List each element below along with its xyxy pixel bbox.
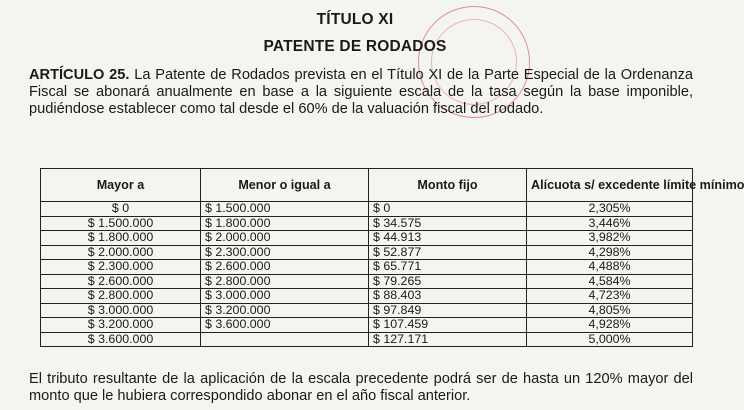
cell-mayor: $ 2.800.000 [41,289,201,304]
cell-alicuota: 4,298% [527,245,693,260]
header-monto: Monto fijo [369,169,527,202]
table-row [41,332,693,347]
cell-mayor: $ 2.300.000 [41,260,201,275]
table-row [41,303,693,318]
cell-mayor: $ 3.200.000 [41,318,201,333]
cell-alicuota: 4,488% [527,260,693,275]
article-label: ARTÍCULO 25. [29,67,130,83]
table-row [41,260,693,275]
cell-monto: $ 97.849 [369,303,527,318]
cell-mayor: $ 1.500.000 [41,216,201,231]
cell-mayor: $ 3.600.000 [41,332,201,347]
cell-alicuota: 5,000% [527,332,693,347]
article-text: La Patente de Rodados prevista en el Título XI de la Parte Especial de la Ordenanza Fiscal se abonará anualmente en base a la siguiente escala de la tasa según la base imponible, pudiéndose establecer como tal desde el 60% de la valuación fiscal del rodado. [29,67,694,118]
cell-alicuota: 4,928% [527,318,693,333]
table-row [41,202,693,217]
cell-monto: $ 52.877 [369,245,527,260]
cell-menor: $ 1.500.000 [201,202,369,217]
table-row [41,245,693,260]
cell-mayor: $ 0 [41,202,201,217]
header-alicuota: Alícuota s/ excedente límite mínimo [527,169,693,202]
table-row [41,274,693,289]
header-menor: Menor o igual a [201,169,369,202]
table-row [41,231,693,246]
table-row [41,318,693,333]
title-heading: TÍTULO XI [316,11,394,28]
table-header-row [41,169,693,202]
cell-menor: $ 1.800.000 [201,216,369,231]
cell-mayor: $ 1.800.000 [41,231,201,246]
cell-alicuota: 3,982% [527,231,693,246]
cell-monto: $ 0 [369,202,527,217]
cell-mayor: $ 2.000.000 [41,245,201,260]
table-row [41,289,693,304]
cell-menor: $ 2.800.000 [201,274,369,289]
cell-alicuota: 4,584% [527,274,693,289]
cell-monto: $ 88.403 [369,289,527,304]
header-mayor: Mayor a [41,169,201,202]
cell-mayor: $ 2.600.000 [41,274,201,289]
cell-menor: $ 3.200.000 [201,303,369,318]
conclusion-paragraph: El tributo resultante de la aplicación de la escala precedente podrá ser de hasta un 120% mayor del monto que le hubiera correspondido abonar en el año fiscal anterior. [29,371,693,404]
cell-alicuota: 4,723% [527,289,693,304]
cell-monto: $ 127.171 [369,332,527,347]
cell-menor [201,332,369,347]
table-row [41,216,693,231]
article-paragraph [29,67,693,119]
cell-mayor: $ 3.000.000 [41,303,201,318]
cell-alicuota: 2,305% [527,202,693,217]
cell-menor: $ 3.000.000 [201,289,369,304]
cell-alicuota: 3,446% [527,216,693,231]
cell-monto: $ 79.265 [369,274,527,289]
cell-menor: $ 2.300.000 [201,245,369,260]
cell-monto: $ 65.771 [369,260,527,275]
subtitle-heading: PATENTE DE RODADOS [263,38,447,55]
cell-monto: $ 34.575 [369,216,527,231]
cell-alicuota: 4,805% [527,303,693,318]
cell-menor: $ 3.600.000 [201,318,369,333]
cell-monto: $ 107.459 [369,318,527,333]
cell-menor: $ 2.600.000 [201,260,369,275]
cell-monto: $ 44.913 [369,231,527,246]
tax-scale-table [40,168,744,347]
cell-menor: $ 2.000.000 [201,231,369,246]
